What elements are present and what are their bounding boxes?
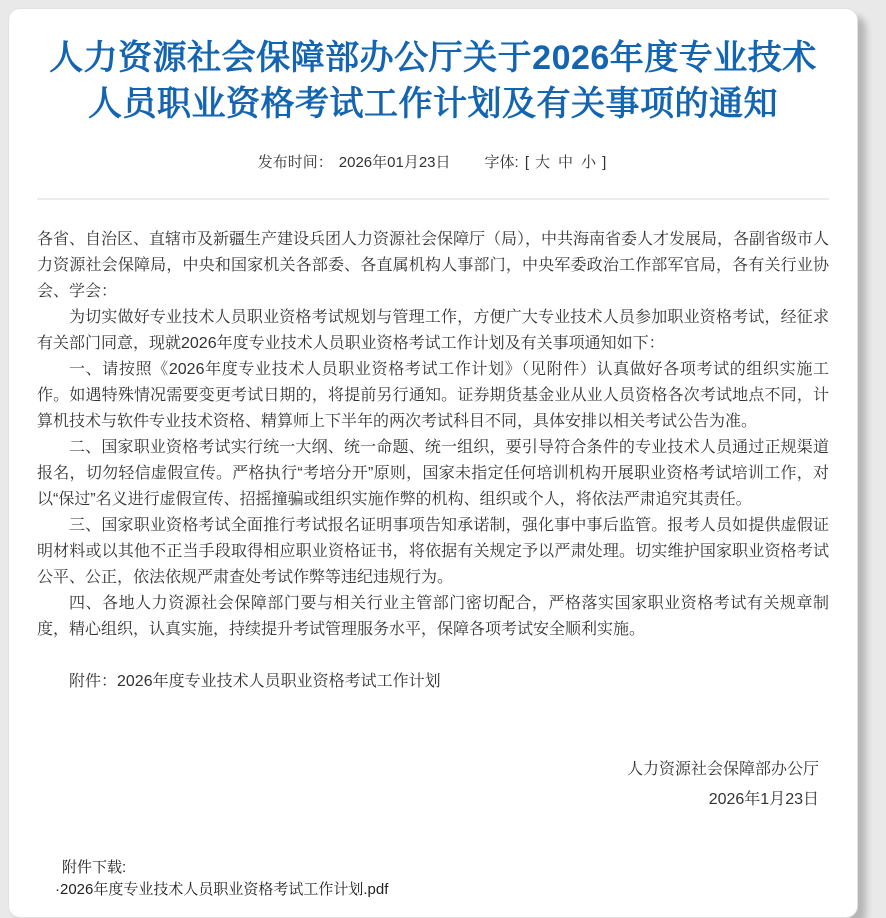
signature-date: 2026年1月23日 [708, 791, 819, 808]
font-size-bracket-close: ] [602, 154, 607, 171]
attachment-pdf-link[interactable]: ·2026年度专业技术人员职业资格考试工作计划.pdf [55, 881, 389, 898]
font-size-large-button[interactable]: 大 [535, 154, 551, 171]
attachment-download-label: 附件下载: [62, 859, 127, 876]
font-size-small-button[interactable]: 小 [581, 154, 597, 171]
signature-block [37, 755, 829, 815]
notice-card [8, 8, 858, 918]
publish-date: 2026年01月23日 [338, 154, 451, 171]
attachment-download-section [37, 857, 829, 901]
page-title: 人力资源社会保障部办公厅关于2026年度专业技术人员职业资格考试工作计划及有关事项的通知 [49, 39, 817, 123]
notice-paragraph-item-1: 一、请按照《2026年度专业技术人员职业资格考试工作计划》（见附件）认真做好各项考试的组织实施工作。如遇特殊情况需要变更考试日期的，将提前另行通知。证券期货基金业从业人员资格各次考试地点不同，计算机技术与软件专业技术资格、精算师上下半年的两次考试科目不同，具体安排以相关考试公告为准。 [37, 361, 829, 430]
publish-time-label: 发布时间： [257, 154, 333, 171]
header-divider [37, 198, 829, 200]
notice-paragraph-item-3: 三、国家职业资格考试全面推行考试报名证明事项告知承诺制，强化事中事后监管。报考人员如提供虚假证明材料或以其他不正当手段取得相应职业资格证书，将依据有关规定予以严肃处理。切实维护国家职业资格考试公平、公正，依法依规严肃查处考试作弊等违纪违规行为。 [37, 517, 829, 586]
meta-bar [37, 151, 829, 172]
notice-paragraph-item-2: 二、国家职业资格考试实行统一大纲、统一命题、统一组织，要引导符合条件的专业技术人员通过正规渠道报名，切勿轻信虚假宣传。严格执行“考培分开”原则，国家未指定任何培训机构开展职业资格考试培训工作，对以“保过”名义进行虚假宣传、招摇撞骗或组织实施作弊的机构、组织或个人，将依法严肃追究其责任。 [37, 439, 829, 508]
attachment-reference: 附件：2026年度专业技术人员职业资格考试工作计划 [69, 673, 441, 690]
notice-paragraph-intro: 为切实做好专业技术人员职业资格考试规划与管理工作，方便广大专业技术人员参加职业资格考试，经征求有关部门同意，现就2026年度专业技术人员职业资格考试工作计划及有关事项通知如下： [37, 309, 829, 352]
signature-org: 人力资源社会保障部办公厅 [626, 761, 819, 778]
notice-paragraph-recipients: 各省、自治区、直辖市及新疆生产建设兵团人力资源社会保障厅（局），中共海南省委人才发展局，各副省级市人力资源社会保障局，中央和国家机关各部委、各直属机构人事部门，中央军委政治工作部军官局，各有关行业协会、学会： [37, 231, 830, 300]
notice-paragraph-item-4: 四、各地人力资源社会保障部门要与相关行业主管部门密切配合，严格落实国家职业资格考试有关规章制度，精心组织，认真实施，持续提升考试管理服务水平，保障各项考试安全顺利实施。 [37, 595, 829, 638]
notice-body [37, 227, 829, 695]
font-size-bracket-open: [ [524, 154, 530, 171]
font-size-medium-button[interactable]: 中 [558, 154, 574, 171]
font-size-label: 字体: [484, 154, 519, 171]
